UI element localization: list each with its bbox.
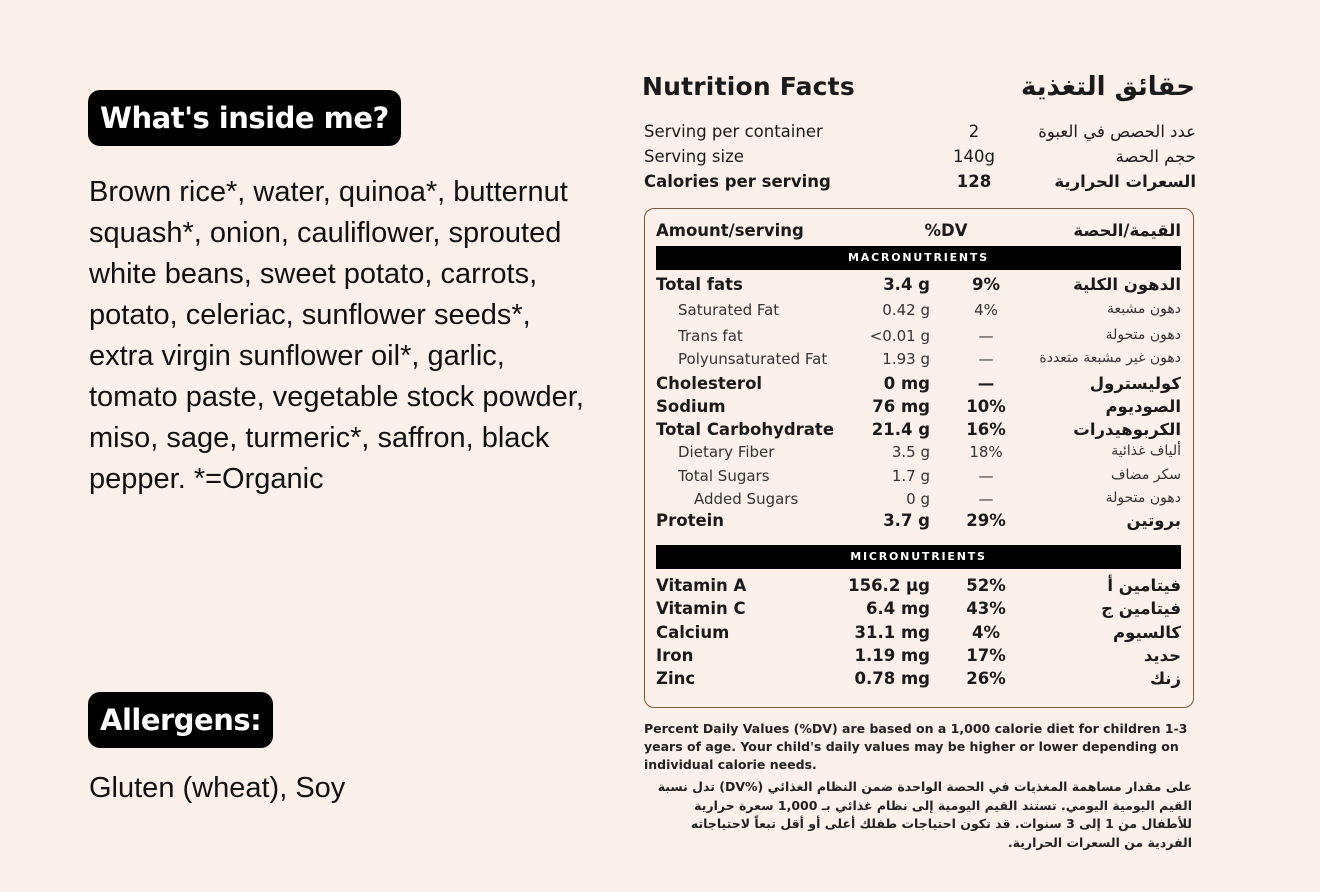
nutrient-name: Protein xyxy=(656,511,725,530)
serving-label-arabic: السعرات الحرارية xyxy=(1054,172,1196,191)
micronutrients-band: MICRONUTRIENTS xyxy=(656,545,1181,569)
nutrient-dv: — xyxy=(978,327,994,345)
nutrient-name-arabic: دهون متحولة xyxy=(1105,490,1181,506)
nutrient-name-arabic: كالسيوم xyxy=(1113,623,1181,642)
nutrient-name-arabic: دهون متحولة xyxy=(1105,327,1181,343)
nutrient-name: Vitamin A xyxy=(656,576,747,595)
nutrient-name-arabic: ألياف غذائية xyxy=(1111,443,1181,459)
nutrient-amount: 76 mg xyxy=(872,397,930,416)
nutrient-amount: 1.93 g xyxy=(882,350,930,368)
header-amount-arabic: القيمة/الحصة xyxy=(1073,221,1181,240)
footnote-english: Percent Daily Values (%DV) are based on a 1,000 calorie diet for children 1-3 years of age. Your child's daily values may be higher or lower depending on individual calorie needs. xyxy=(644,721,1188,772)
nutrient-row xyxy=(656,669,1181,692)
nutrient-name: Saturated Fat xyxy=(678,301,780,319)
nutrient-name-arabic: دهون غير مشبعة متعددة xyxy=(1039,350,1181,366)
nutrient-dv: — xyxy=(978,350,994,368)
nutrient-name: Sodium xyxy=(656,397,726,416)
nutrient-amount: 3.4 g xyxy=(883,275,930,294)
nutrient-name-arabic: كوليسترول xyxy=(1089,374,1181,393)
nutrient-dv: 17% xyxy=(966,646,1006,665)
nutrient-row xyxy=(656,646,1181,669)
macronutrients-band: MACRONUTRIENTS xyxy=(656,246,1181,270)
nutrient-row xyxy=(656,301,1181,324)
nutrient-dv: 4% xyxy=(974,301,998,319)
nutrient-dv: 10% xyxy=(966,397,1006,416)
nutrient-name: Iron xyxy=(656,646,694,665)
header-dv: %DV xyxy=(924,221,968,240)
nutrition-title-arabic: حقائق التغذية xyxy=(1021,72,1195,102)
nutrient-row xyxy=(656,599,1181,622)
nutrient-row xyxy=(656,275,1181,298)
nutrient-name: Zinc xyxy=(656,669,696,688)
nutrient-name: Total Carbohydrate xyxy=(656,420,835,439)
nutrient-name-arabic: حديد xyxy=(1143,646,1181,665)
nutrient-name: Total Sugars xyxy=(678,467,770,485)
nutrient-dv: 43% xyxy=(966,599,1006,618)
nutrient-amount: 0.42 g xyxy=(882,301,930,319)
nutrient-name: Vitamin C xyxy=(656,599,746,618)
allergens-heading: Allergens: xyxy=(88,692,273,748)
allergens-text: Gluten (wheat), Soy xyxy=(89,772,346,804)
nutrient-row xyxy=(656,490,1181,513)
nutrient-amount: 31.1 mg xyxy=(854,623,930,642)
nutrient-dv: — xyxy=(978,467,994,485)
nutrient-dv: 4% xyxy=(971,623,1000,642)
nutrient-name-arabic: دهون مشبعة xyxy=(1106,301,1181,317)
serving-row xyxy=(644,122,1196,146)
nutrient-name: Calcium xyxy=(656,623,730,642)
nutrient-name-arabic: الصوديوم xyxy=(1105,397,1181,416)
serving-label: Serving per container xyxy=(644,122,823,141)
ingredients-heading: What's inside me? xyxy=(88,90,401,146)
nutrient-name: Cholesterol xyxy=(656,374,763,393)
serving-label: Serving size xyxy=(644,147,744,166)
nutrient-row xyxy=(656,350,1181,373)
nutrient-name: Dietary Fiber xyxy=(678,443,775,461)
nutrient-name-arabic: الكربوهيدرات xyxy=(1073,420,1181,439)
nutrient-amount: 0 g xyxy=(906,490,930,508)
nutrient-row xyxy=(656,511,1181,534)
ingredients-text: Brown rice*, water, quinoa*, butternut squash*, onion, cauliflower, sprouted white beans, sweet potato, carrots, potato, celeriac, sunflower seeds*, extra virgin sunflower oil*, garlic, tomato paste, vegetable stock powder, miso, sage, turmeric*, saffron, black pepper. *=Organic xyxy=(89,176,584,495)
nutrient-row xyxy=(656,420,1181,443)
nutrient-dv: — xyxy=(978,490,994,508)
serving-value: 128 xyxy=(956,172,992,191)
nutrient-row xyxy=(656,623,1181,646)
nutrient-name: Total fats xyxy=(656,275,743,294)
nutrient-amount: 0.78 mg xyxy=(854,669,930,688)
nutrient-amount: <0.01 g xyxy=(869,327,930,345)
nutrition-title: Nutrition Facts xyxy=(642,72,855,101)
nutrient-amount: 1.19 mg xyxy=(854,646,930,665)
nutrient-name-arabic: بروتين xyxy=(1126,511,1181,530)
nutrient-amount: 0 mg xyxy=(883,374,930,393)
calories-row xyxy=(644,172,1196,196)
nutrient-name-arabic: فيتامين ج xyxy=(1101,599,1181,618)
footnote-arabic: على مقدار مساهمة المغذيات في الحصة الواحدة ضمن النظام الغذائي (%DV) تدل نسبة القيم اليومية اليومي. تستند القيم اليومية إلى نظام غذائي بـ 1,000 سعرة حرارية للأطفال من 1 إلى 3 سنوات. قد تكون احتياجات طفلك أعلى أو أقل تبعاً لاحتياجاته الفردية من السعرات الحرارية. xyxy=(657,779,1192,850)
serving-label-arabic: حجم الحصة xyxy=(1115,147,1196,166)
nutrient-amount: 21.4 g xyxy=(871,420,930,439)
nutrient-dv: 9% xyxy=(971,275,1000,294)
nutrient-row xyxy=(656,576,1181,599)
nutrient-row xyxy=(656,374,1181,397)
nutrient-amount: 3.7 g xyxy=(883,511,930,530)
serving-label: Calories per serving xyxy=(644,172,831,191)
nutrient-dv: 29% xyxy=(966,511,1006,530)
serving-row xyxy=(644,147,1196,171)
header-amount: Amount/serving xyxy=(656,221,804,240)
nutrient-row xyxy=(656,327,1181,350)
nutrient-name: Added Sugars xyxy=(694,490,799,508)
nutrient-row xyxy=(656,443,1181,466)
nutrient-row xyxy=(656,397,1181,420)
nutrient-row xyxy=(656,467,1181,490)
serving-label-arabic: عدد الحصص في العبوة xyxy=(1038,122,1196,141)
nutrient-name-arabic: الدهون الكلية xyxy=(1073,275,1181,294)
nutrient-name-arabic: سكر مضاف xyxy=(1110,467,1181,483)
nutrient-amount: 156.2 µg xyxy=(848,576,930,595)
serving-value: 140g xyxy=(953,147,995,166)
serving-value: 2 xyxy=(968,122,980,141)
nutrient-amount: 1.7 g xyxy=(891,467,930,485)
nutrient-name-arabic: زنك xyxy=(1149,669,1181,688)
nutrient-name-arabic: فيتامين أ xyxy=(1107,576,1181,595)
nutrient-amount: 6.4 mg xyxy=(866,599,930,618)
nutrient-dv: 16% xyxy=(966,420,1006,439)
nutrient-dv: 26% xyxy=(966,669,1006,688)
nutrient-name: Polyunsaturated Fat xyxy=(678,350,828,368)
nutrient-dv: 18% xyxy=(969,443,1003,461)
nutrient-name: Trans fat xyxy=(678,327,743,345)
nutrient-amount: 3.5 g xyxy=(891,443,930,461)
nutrient-dv: 52% xyxy=(966,576,1006,595)
nutrient-dv: — xyxy=(977,374,995,393)
